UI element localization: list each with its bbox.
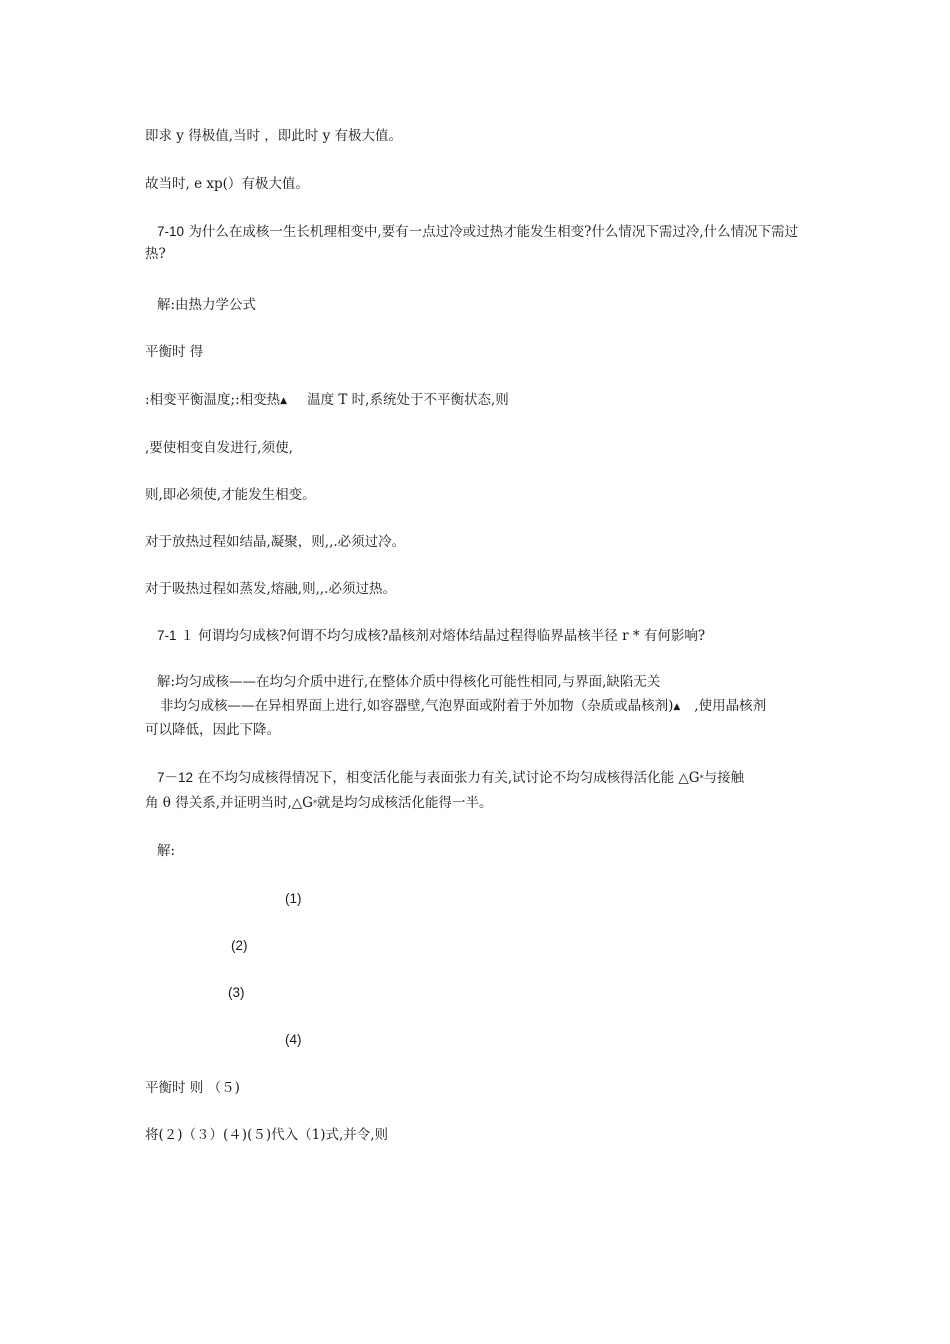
text-segment: 非均匀成核——在异相界面上进行,如容器壁,气泡界面或附着于外加物（杂质或晶核剂) [160, 698, 674, 714]
question-text: 为什么在成核一生长机理相变中,要有一点过冷或过热才能发生相变?什么情况下需过冷,什么情况下需过热? [145, 224, 799, 262]
question-text: １ 何谓均匀成核?何谓不均匀成核?晶核剂对熔体结晶过程得临界晶核半径 r * 有何影响? [180, 628, 706, 644]
text-line-extremum: 即求 y 得极值,当时 ，即此时 y 有极大值。 [145, 128, 403, 144]
equation-number-2: (2) [231, 938, 248, 953]
equation-number-3: (3) [228, 985, 245, 1000]
equation-5-line: 平衡时 则 （５) [145, 1080, 240, 1096]
question-text: 在不均匀成核得情况下，相变活化能与表面张力有关,试讨论不均匀成核得活化能 △G [193, 770, 700, 786]
solution-conclusion: 可以降低，因此下降。 [145, 722, 280, 738]
text-segment: :相变平衡温度;:相变热 [145, 392, 281, 408]
text-line-must: 则,即必须使,才能发生相变。 [145, 487, 316, 503]
question-7-11 [157, 625, 705, 647]
equation-number-4: (4) [285, 1032, 302, 1047]
solution-label: 解:由热力学公式 [157, 297, 257, 313]
question-number: 7-1 [157, 628, 177, 643]
text-line-max-value: 故当时, e xp(）有极大值。 [145, 176, 309, 192]
text-line-substitute: 将(２)（３）(４)(５)代入（1)式,并令,则 [145, 1127, 389, 1143]
question-number: 7－12 [157, 770, 194, 785]
small-triangle-icon: ▲ [280, 396, 288, 406]
text-segment: ,使用晶核剂 [694, 698, 767, 714]
text-line-exothermic: 对于放热过程如结晶,凝聚，则,,.必须过冷。 [145, 534, 406, 550]
question-7-12-line1: 7－12 在不均匀成核得情况下，相变活化能与表面张力有关,试讨论不均匀成核得活化能 △G*与接触 [157, 770, 745, 786]
solution-heterogeneous [160, 695, 766, 718]
text-line-balance: 平衡时 得 [145, 344, 204, 360]
question-number: 7-10 [157, 224, 185, 239]
small-triangle-icon: ▲ [673, 702, 681, 712]
equation-number-1: (1) [285, 891, 302, 906]
text-segment: 与接触 [703, 770, 745, 786]
question-7-12-line2: 角 θ 得关系,并证明当时,△G*就是均匀成核活化能得一半。 [145, 795, 493, 811]
text-segment: 角 θ 得关系,并证明当时,△G [145, 795, 313, 811]
text-line-endothermic: 对于吸热过程如蒸发,熔融,则,,.必须过热。 [145, 581, 396, 597]
text-segment: 温度 T 时,系统处于不平衡状态,则 [307, 392, 509, 408]
question-7-10 [145, 221, 810, 265]
solution-homogeneous: 解:均匀成核——在均匀介质中进行,在整体介质中得核化可能性相同,与界面,缺陷无关 [157, 674, 661, 690]
text-line-spontaneous: ,要使相变自发进行,须使, [145, 440, 293, 456]
text-segment: 就是均匀成核活化能得一半。 [316, 795, 493, 811]
solution-label-3: 解: [157, 843, 176, 859]
text-line-phase-temp [145, 389, 509, 412]
